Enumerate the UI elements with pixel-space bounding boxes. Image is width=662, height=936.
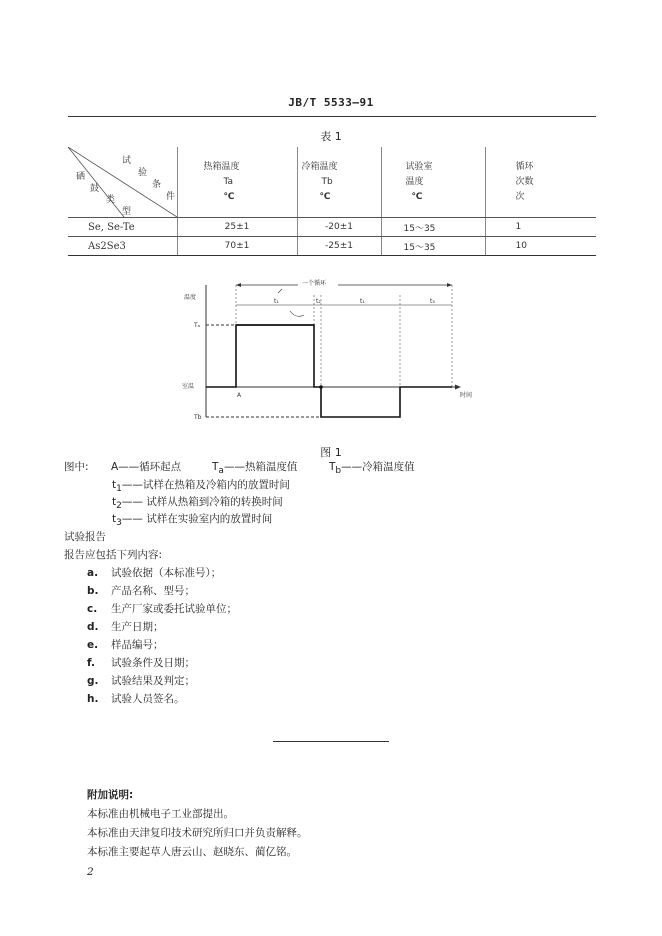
legend-t3: $t_3——$ 试样在实验室内的放置时间 [112,513,273,529]
corner-word: 类 [106,195,116,205]
list-item: h. 试验人员签名。 [87,693,185,705]
corner-word: 型 [122,207,132,217]
cell-type: As2Se3 [68,237,177,256]
table-row [68,237,596,256]
list-item: g. 试验结果及判定； [87,675,195,687]
column-header-tb: 冷箱温度 Tb ℃ [297,147,381,218]
cell-cycles: 1 [485,218,596,237]
document-id: JB/T 5533—91 [288,96,374,109]
table-row [68,218,596,237]
column-header-ta: 热箱温度 Ta ℃ [177,147,297,218]
arrow-right-icon [447,283,452,287]
legend-tb: $T_b——$冷箱温度值 [329,461,415,477]
corner-word: 试 [122,156,132,166]
t2-label: t₂ [316,298,321,305]
page-number: 2 [87,866,94,878]
header-rule [68,116,596,117]
annotation-mark [278,289,304,316]
list-item: e. 样品编号； [87,639,164,651]
legend-t2: $t_2——$ 试样从热箱到冷箱的转换时间 [112,496,283,512]
cell-tb: -25±1 [297,237,381,256]
legend-prefix: 图中: [64,461,89,473]
legend-t1: $t_1——$试样在热箱及冷箱内的放置时间 [112,479,290,495]
cell-ta: 70±1 [177,237,297,256]
report-list [87,565,237,709]
ta-label: Tₐ [194,322,201,329]
column-header-room: 试验室 温度 ℃ [381,147,485,218]
x-axis-arrow-icon [455,385,461,390]
room-temp-label: 室温 [182,383,195,390]
corner-word: 条 [152,180,162,190]
column-header-cycles: 循环 次数 次 [485,147,596,218]
one-cycle-label: 一个循环 [302,280,327,287]
y-axis-label: 温度 [184,294,197,301]
t3-label: t₃ [430,298,435,305]
t1-label: t₁ [360,298,365,305]
section-divider [273,741,389,742]
cell-tb: -20±1 [297,218,381,237]
figure-caption: 图 1 [320,446,342,459]
list-item: a. 试验依据（本标准号）； [87,567,222,579]
temperature-profile [206,325,452,417]
tb-label: Tb [194,414,202,421]
transition-point [319,385,323,389]
cell-room: 15～35 [381,218,485,237]
list-item: c. 生产厂家或委托试验单位； [87,603,237,615]
table-1 [68,147,596,256]
list-item: b. 产品名称、型号； [87,585,195,597]
corner-word: 鼓 [90,184,100,194]
arrow-left-icon [236,283,241,287]
list-item: d. 生产日期； [87,621,164,633]
cell-ta: 25±1 [177,218,297,237]
list-item: f. 试验条件及日期； [87,657,195,669]
note-line: 本标准由机械电子工业部提出。 [87,808,234,820]
corner-word: 验 [138,168,148,178]
corner-word: 硒 [76,172,86,182]
note-line: 本标准主要起草人唐云山、赵晓东、蔺亿铭。 [87,846,297,858]
cell-room: 15～35 [381,237,485,256]
legend-ta: $T_a——$热箱温度值 [212,461,298,477]
corner-word: 件 [166,192,176,202]
table-corner-cell [68,147,177,218]
legend-a: A——循环起点 [111,461,182,473]
figure-1-diagram [180,275,480,440]
cell-type: Se, Se-Te [68,218,177,237]
cell-cycles: 10 [485,237,596,256]
table-caption: 表 1 [320,130,342,143]
report-title: 试验报告 [64,531,106,543]
note-line: 本标准由天津复印技术研究所归口并负责解释。 [87,827,308,839]
report-intro: 报告应包括下列内容: [64,549,163,561]
x-axis-label: 时间 [460,392,473,399]
point-a-label: A [237,392,242,399]
table-header-row [68,147,596,218]
t1-label: t₁ [274,298,279,305]
note-title: 附加说明: [87,789,134,801]
